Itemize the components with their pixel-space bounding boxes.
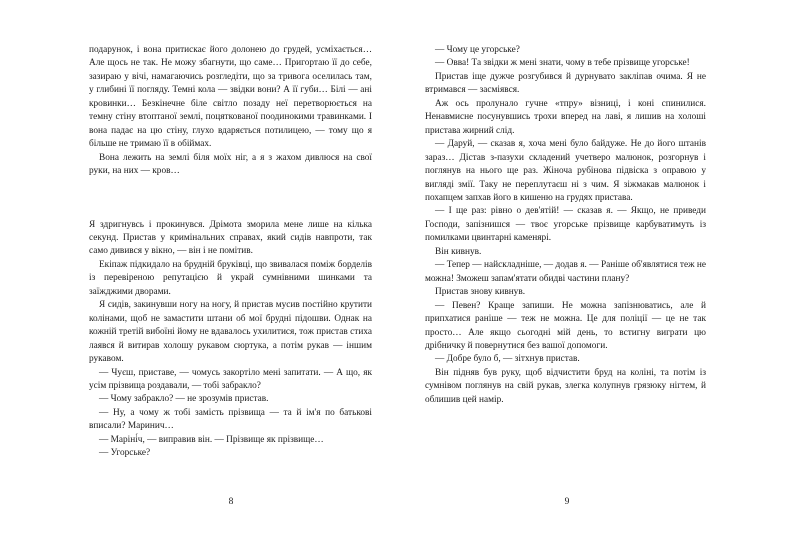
paragraph: — Певен? Краще запиши. Не можна запізнюватись, але й припхатися раніше — теж не можна. Це для поліції — це не так просто… Але якщо сьогодні мій день, то встигну виграти цю дрібничку й повернутися без вашої допомоги. xyxy=(425,300,706,351)
paragraph: Пристав іще дужче розгубився й дурнувато закліпав очима. Я не втримався — засміявся. xyxy=(425,71,706,96)
paragraph: Я здригнувсь і прокинувся. Дрімота зморила мене лише на кілька секунд. Пристав у кримінальних справах, який сидів навпроти, так само дивився у вікно, — він і не помітив. xyxy=(89,219,372,257)
paragraph: Вона лежить на землі біля моїх ніг, а я з жахом дивлюся на свої руки, на них — кров… xyxy=(89,152,372,177)
paragraph: Екіпаж підкидало на брудній бруківці, що звивалася поміж борделів із перевіреною репутацією й украй сумнівними шинками та заїжджими дворами. xyxy=(89,259,372,297)
paragraph: — Чуєш, приставе, — чомусь закортіло мені запитати. — А що, як усім прізвища роздавали, — тобі забракло? xyxy=(89,367,372,391)
paragraph: подарунок, і вона притискає його долонею до грудей, усміхається… Але щось не так. Не можу збагнути, що саме… Пригортаю її до себе, зазираю у вічі, намагаючись розгледіти, що за тривога оселилась там, у глибині її погляду. Темні кола — звідки вони? А її губи… Білі — ані кровинки… Безкінечне біле світло позаду неї перетворюється на темну стіну втоптаної землі, поцяткованої поодинокими травинками. І вона падає на цю стіну, глухо вдаряється потилицею, — тому що я більше не тримаю її в обіймах. xyxy=(89,45,372,150)
paragraph: Пристав знову кивнув. xyxy=(435,287,526,298)
section-break xyxy=(89,179,372,219)
page-number: 8 xyxy=(228,497,234,507)
paragraph: Аж ось пролунало гучне «тпру» візниці, і коні спинилися. Ненавмисне посунувшись трохи вперед на лаві, я лишив на холоші пристава жирний слід. xyxy=(425,98,706,136)
paragraph: — Ну, а чому ж тобі замість прізвища — та й ім'я по батькові вписали? Маринич… xyxy=(89,407,372,432)
left-page-text xyxy=(89,44,372,461)
paragraph: — Овва! Та звідки ж мені знати, чому в тебе прізвище угорське! xyxy=(435,58,690,69)
paragraph: Він підняв був руку, щоб відчистити бруд на коліні, та потім із сумнівом поглянув на свій рукав, злегка колупнув грязюку нігтем, й облишив цей намір. xyxy=(425,367,706,405)
paragraph: — Тепер — найскладніше, — додав я. — Раніше об'являтися теж не можна! Зможеш запам'ятати обидві частини плану? xyxy=(425,260,706,284)
paragraph: — Чому це угорське? xyxy=(435,45,520,55)
paragraph: — І ще раз: рівно о дев'ятій! — сказав я. — Якщо, не приведи Господи, запізнишся — твоє угорське прізвище карбуватимуть із помилками цвинтарні каменярі. xyxy=(425,206,706,244)
right-page-text xyxy=(425,44,706,407)
paragraph: — Угорське? xyxy=(99,448,151,459)
paragraph: — Маріні́ч, — виправив він. — Прізвище як прізвище… xyxy=(99,434,324,445)
paragraph: Він кивнув. xyxy=(435,246,482,257)
paragraph: Я сидів, закинувши ногу на ногу, й пристав мусив постійно крутити колінами, щоб не замастити штани об мої брудні підошви. Однак на кожній третій вибоїні йому не вдавалось ухилитися, тож пристав стиха лаявся й витирав холошу рукавом сюртука, а потім рукав — іншим рукавом. xyxy=(89,300,372,365)
paragraph: — Чому забракло? — не зрозумів пристав. xyxy=(99,394,269,405)
paragraph: — Даруй, — сказав я, хоча мені було байдуже. Не до його штанів зараз… Дістав з-пазухи складений учетверо малюнок, розгорнув і поглянув на нього ще раз. Жіноча рубінова підвіска з оправою у вигляді змії. Таку не переплутаєш ні з чим. Я зіжмакав малюнок і похапцем запхав його в кишеню на грудях пристава. xyxy=(425,139,706,203)
right-page xyxy=(393,0,786,533)
page-number: 9 xyxy=(564,497,570,507)
paragraph: — Добре було б, — зітхнув пристав. xyxy=(435,354,580,365)
